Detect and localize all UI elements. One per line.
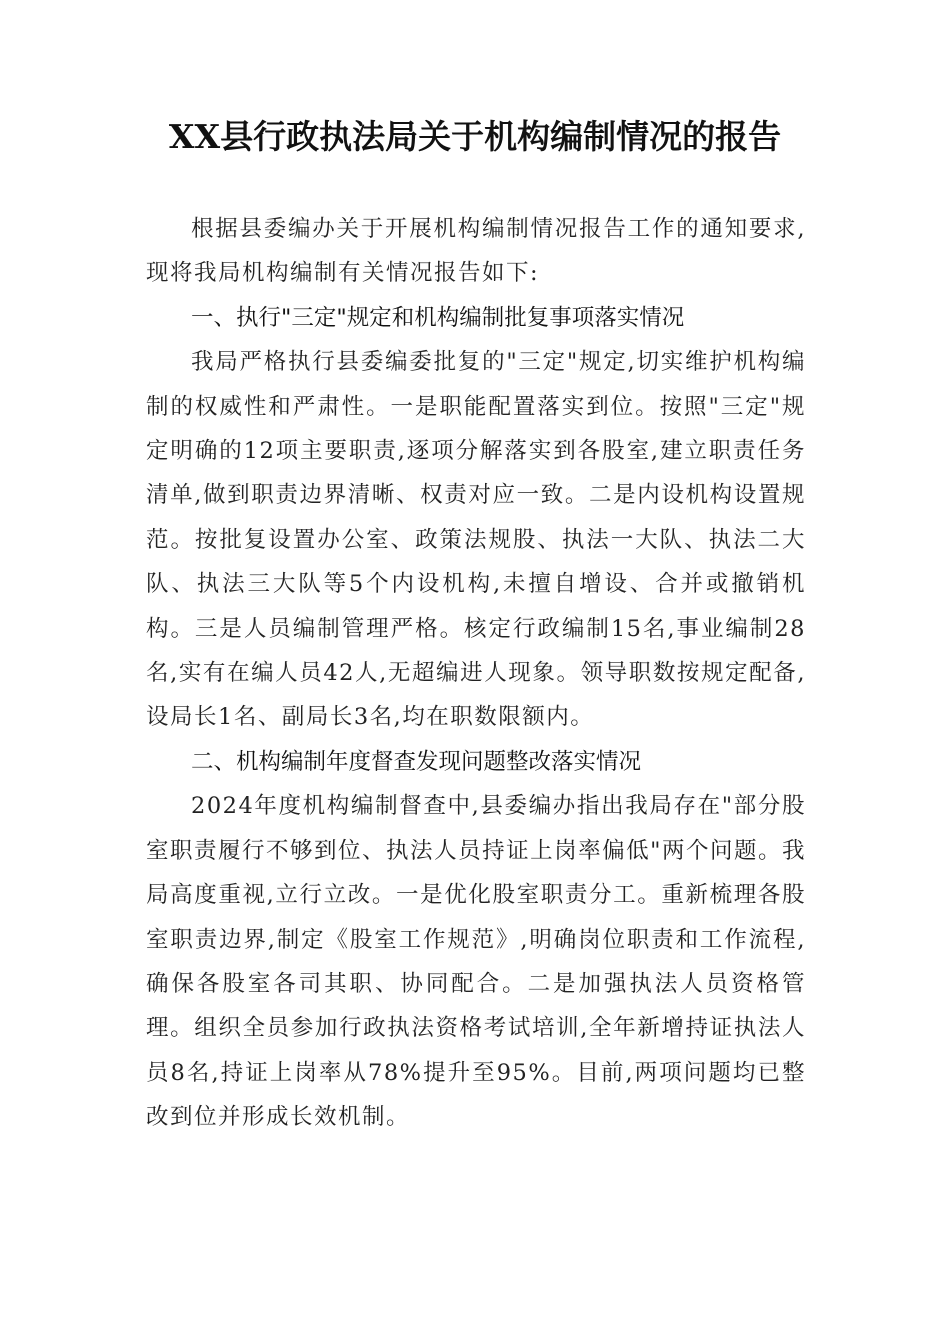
section-2-paragraph: 2024年度机构编制督查中,县委编办指出我局存在"部分股室职责履行不够到位、执法人员持证上岗率偏低"两个问题。我局高度重视,立行立改。一是优化股室职责分工。重新梳理各股室职责边界,制定《股室工作规范》,明确岗位职责和工作流程,确保各股室各司其职、协同配合。二是加强执法人员资格管理。组织全员参加行政执法资格考试培训,全年新增持证执法人员8名,持证上岗率从78%提升至95%。目前,两项问题均已整改到位并形成长效机制。 [146, 793, 806, 1131]
document-title: XX县行政执法局关于机构编制情况的报告 [168, 117, 782, 156]
section-2-heading: 二、机构编制年度督查发现问题整改落实情况 [191, 748, 642, 775]
section-1-heading: 一、执行"三定"规定和机构编制批复事项落实情况 [191, 304, 685, 331]
section-1-paragraph: 我局严格执行县委编委批复的"三定"规定,切实维护机构编制的权威性和严肃性。一是职能配置落实到位。按照"三定"规定明确的12项主要职责,逐项分解落实到各股室,建立职责任务清单,做到职责边界清晰、权责对应一致。二是内设机构设置规范。按批复设置办公室、政策法规股、执法一大队、执法二大队、执法三大队等5个内设机构,未擅自增设、合并或撤销机构。三是人员编制管理严格。核定行政编制15名,事业编制28名,实有在编人员42人,无超编进人现象。领导职数按规定配备,设局长1名、副局长3名,均在职数限额内。 [146, 349, 806, 731]
document-body [146, 207, 806, 1140]
intro-paragraph: 根据县委编办关于开展机构编制情况报告工作的通知要求,现将我局机构编制有关情况报告如下: [146, 216, 806, 287]
